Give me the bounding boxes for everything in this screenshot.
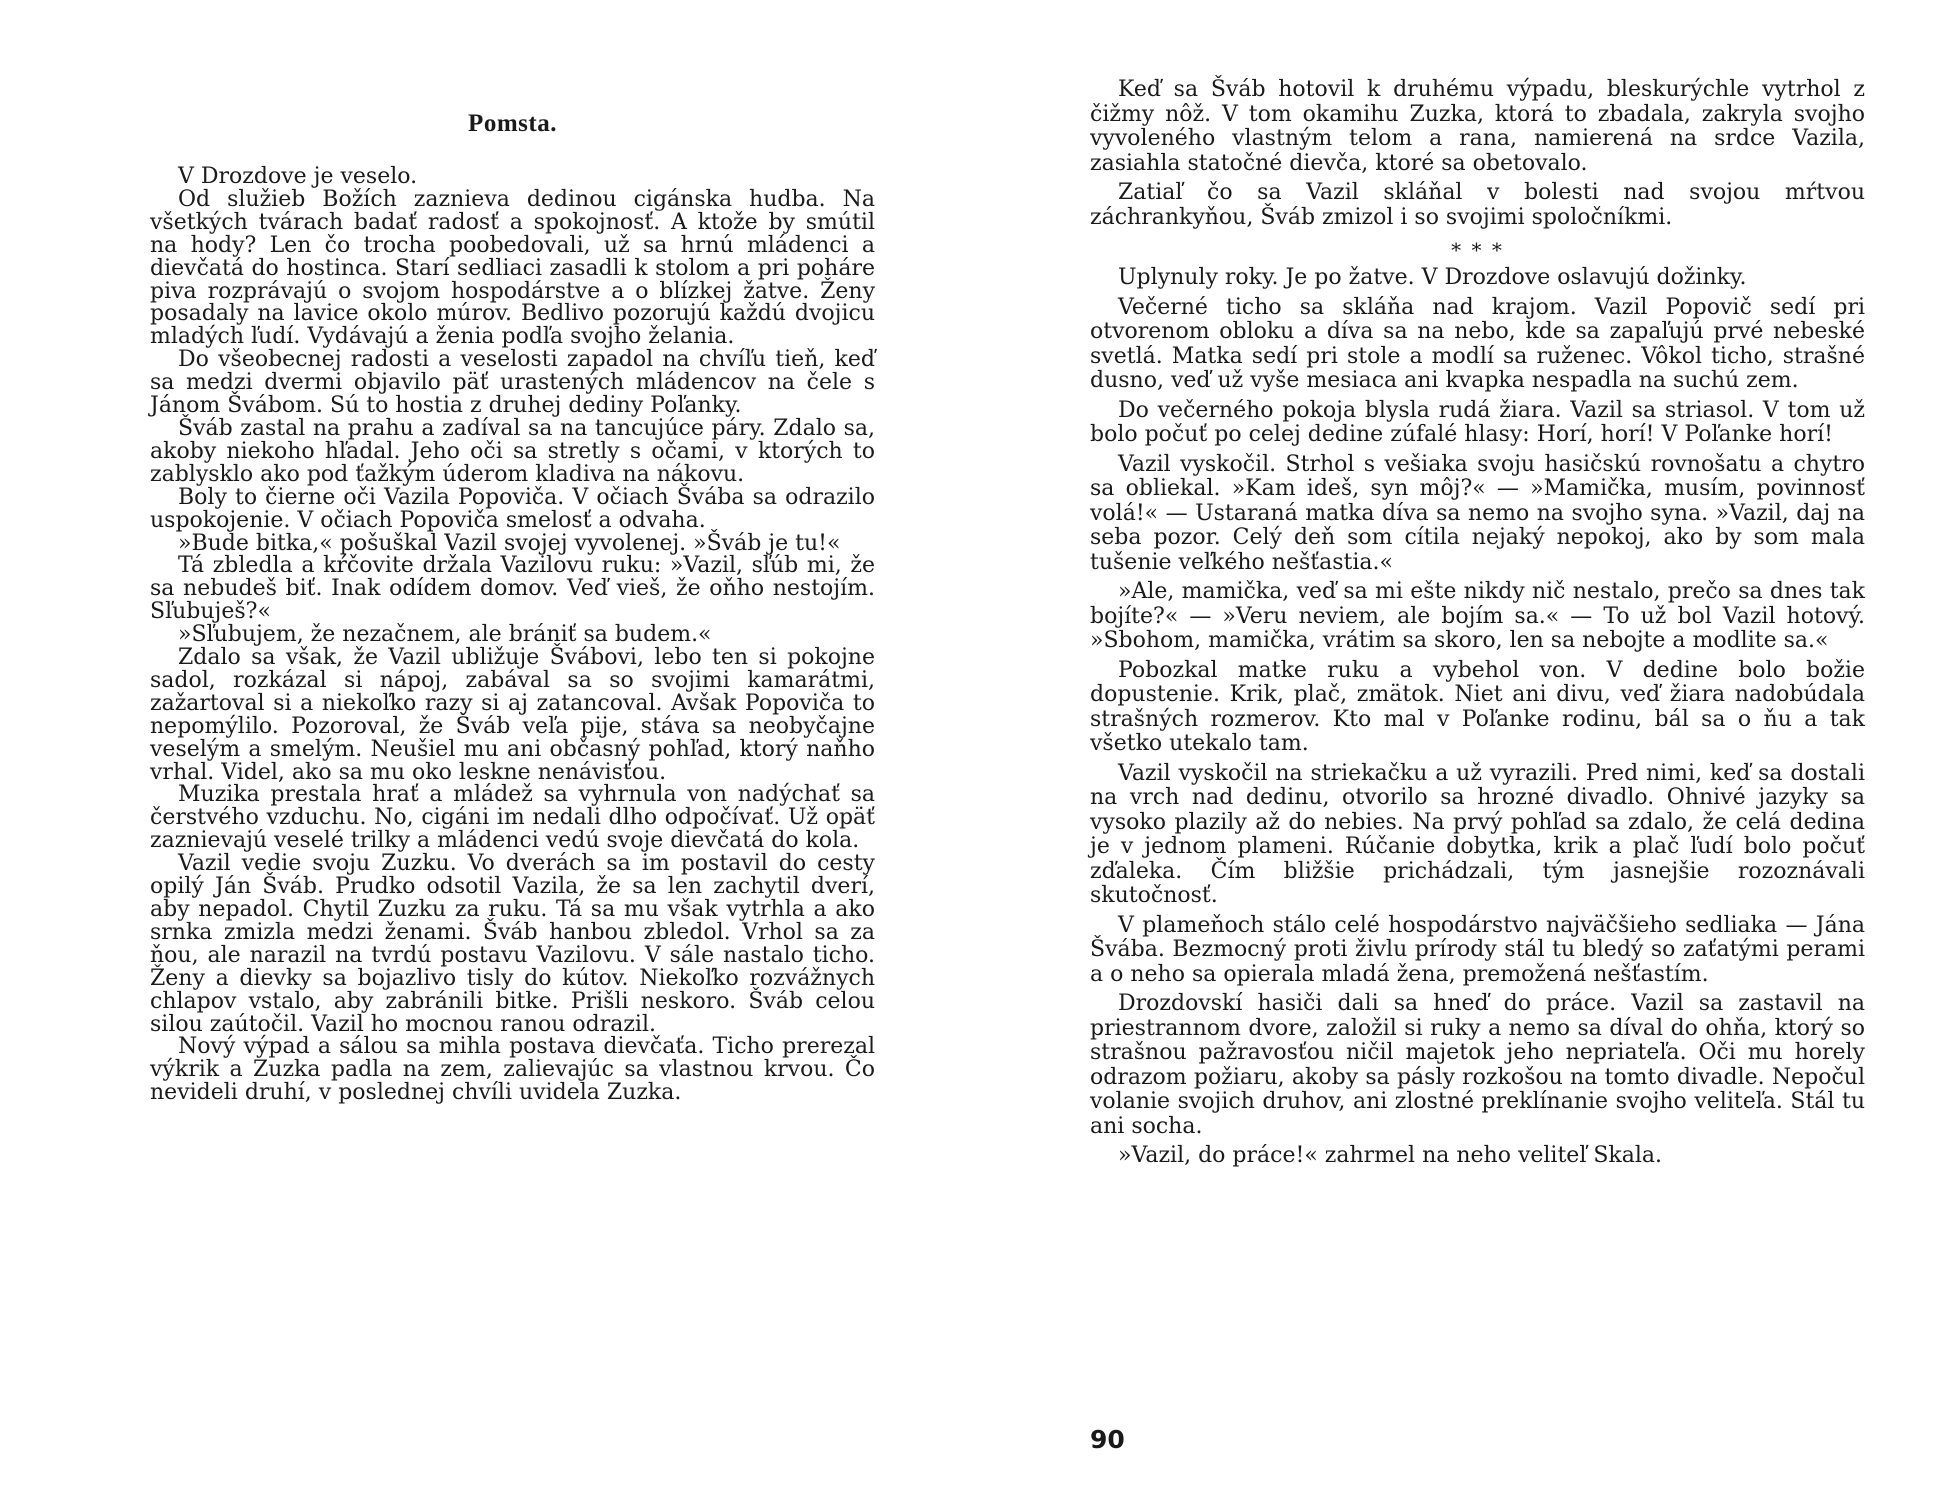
paragraph: V Drozdove je veselo.	[178, 164, 418, 189]
paragraph: Vazil vyskočil na striekačku a už vyrazili. Pred nimi, keď sa dostali na vrch nad dedinu, otvorilo sa hrozné divadlo. Ohnivé jazyky sa vysoko plazily až do nebies. Na prvý pohľad sa zdalo, že celá dedina je v jednom plameni. Rúčanie dobytka, krik a plač ľudí bolo počuť zďaleka. Čím bližšie prichádzali, tým jasnejšie rozoznávali skutočnosť.	[1090, 760, 1865, 908]
section-break: * * *	[1451, 238, 1504, 262]
paragraph: Tá zbledla a kŕčovite držala Vazilovu ruku: »Vazil, sľúb mi, že sa nebudeš biť. Inak odídem domov. Veď vieš, že oňho nestojím. Sľubuješ?«	[150, 553, 875, 625]
paragraph: Vazil vedie svoju Zuzku. Vo dverách sa im postavil do cesty opilý Ján Šváb. Prudko odsotil Vazila, že sa len zachytil dverí, aby nepadol. Chytil Zuzku za ruku. Tá sa mu však vytrhla a ako srnka zmizla medzi ženami. Šváb hanbou zbledol. Vrhol sa za ňou, ale narazil na tvrdú postavu Vazilovu. V sále nastalo ticho. Ženy a dievky sa bojazlivo tisly do kútov. Niekoľko rozvážnych chlapov vstalo, aby zabránili bitke. Prišli neskoro. Šváb celou silou zaútočil. Vazil ho mocnou ranou odrazil.	[150, 851, 875, 1037]
paragraph: »Bude bitka,« pošuškal Vazil svojej vyvolenej. »Šváb je tu!«	[178, 530, 841, 556]
paragraph: Večerné ticho sa skláňa nad krajom. Vazil Popovič sedí pri otvorenom obloku a díva sa na nebo, kde sa zapaľujú prvé nebeské svetlá. Matka sedí pri stole a modlí sa ruženec. Vôkol ticho, strašné dusno, veď už vyše mesiaca ani kvapka nespadla na suchú zem.	[1090, 294, 1865, 393]
paragraph: Zatiaľ čo sa Vazil skláňal v bolesti nad svojou mŕtvou záchrankyňou, Šváb zmizol i so svojimi spoločníkmi.	[1090, 180, 1865, 230]
paragraph: Keď sa Šváb hotovil k druhému výpadu, bleskurýchle vytrhol z čižmy nôž. V tom okamihu Zuzka, ktorá to zbadala, zakryla svojho vyvoleného vlastným telom a rana, namierená na srdce Vazila, zasiahla statočné dievča, ktoré sa obetovalo.	[1090, 77, 1865, 176]
paragraph: Boly to čierne oči Vazila Popoviča. V očiach Švába sa odrazilo uspokojenie. V očiach Popoviča smelosť a odvaha.	[150, 484, 875, 533]
paragraph: Uplynuly roky. Je po žatve. V Drozdove oslavujú dožinky.	[1118, 265, 1747, 290]
paragraph: »Sľubujem, že nezačnem, ale brániť sa budem.«	[178, 622, 712, 648]
paragraph: V plameňoch stálo celé hospodárstvo najväčšieho sedliaka — Jána Švába. Bezmocný proti živlu prírody stál tu bledý so zaťatými perami a o neho sa opierala mladá žena, premožená nešťastím.	[1090, 912, 1865, 987]
page-number: 90	[1090, 1425, 1125, 1454]
paragraph: Drozdovskí hasiči dali sa hneď do práce. Vazil sa zastavil na priestrannom dvore, založil si ruky a nemo sa díval do ohňa, ktorý so strašnou pažravosťou ničil majetok jeho nepriateľa. Oči mu horely odrazom požiaru, akoby sa pásly rozkošou na tomto divadle. Nepočul volanie svojich druhov, ani zlostné preklínanie svojho veliteľa. Stál tu ani socha.	[1090, 991, 1865, 1139]
chapter-title: Pomsta.	[468, 110, 557, 137]
paragraph: Pobozkal matke ruku a vybehol von. V dedine bolo božie dopustenie. Krik, plač, zmätok. Niet ani divu, veď žiara nadobúdala strašných rozmerov. Kto mal v Poľanke rodinu, bál sa o ňu a tak všetko utekalo tam.	[1090, 657, 1865, 756]
paragraph: »Ale, mamička, veď sa mi ešte nikdy nič nestalo, prečo sa dnes tak bojíte?« — »Veru neviem, ale bojím sa.« — To už bol Vazil hotový. »Sbohom, mamička, vrátim sa skoro, len sa nebojte a modlite sa.«	[1090, 579, 1865, 653]
paragraph: Zdalo sa však, že Vazil ubližuje Švábovi, lebo ten si pokojne sadol, rozkázal si nápoj, zabával sa so svojimi kamarátmi, zažartoval si a niekoľko razy si aj zatancoval. Avšak Popoviča to nepomýlilo. Pozoroval, že Šváb veľa pije, stáva sa neobyčajne veselým a smelým. Neušiel mu ani občasný pohľad, ktorý naňho vrhal. Videl, ako sa mu oko leskne nenávisťou.	[150, 645, 875, 785]
paragraph: Do večerného pokoja blysla rudá žiara. Vazil sa striasol. V tom už bolo počuť po celej dedine zúfalé hlasy: Horí, horí! V Poľanke horí!	[1090, 397, 1865, 447]
paragraph: Nový výpad a sálou sa mihla postava dievčaťa. Ticho prerezal výkrik a Zuzka padla na zem, zalievajúc sa vlastnou krvou. Čo nevideli druhí, v poslednej chvíli uvidela Zuzka.	[150, 1034, 875, 1106]
paragraph: Šváb zastal na prahu a zadíval sa na tancujúce páry. Zdalo sa, akoby niekoho hľadal. Jeho oči sa stretly s očami, v ktorých to zablysklo ako pod ťažkým úderom kladiva na nákovu.	[150, 415, 875, 487]
paragraph: »Vazil, do práce!« zahrmel na neho veliteľ Skala.	[1118, 1143, 1663, 1168]
paragraph: Do všeobecnej radosti a veselosti zapadol na chvíľu tieň, keď sa medzi dvermi objavilo päť urastených mládencov na čele s Jánom Švábom. Sú to hostia z druhej dediny Poľanky.	[150, 347, 875, 419]
paragraph: Vazil vyskočil. Strhol s vešiaka svoju hasičskú rovnošatu a chytro sa obliekal. »Kam ideš, syn môj?« — »Mamička, musím, povinnosť volá!« — Ustaraná matka díva sa nemo na svojho syna. »Vazil, daj na seba pozor. Celý deň som cítila nejaký nepokoj, ako by som mala tušenie veľkého nešťastia.«	[1090, 451, 1865, 575]
paragraph: Muzika prestala hrať a mládež sa vyhrnula von nadýchať sa čerstvého vzduchu. No, cigáni im nedali dlho odpočívať. Už opäť zaznievajú veselé trilky a mládenci vedú svoje dievčatá do kola.	[150, 782, 875, 854]
right-page-text	[1090, 78, 1865, 1169]
left-page-text	[150, 166, 875, 1105]
paragraph: Od služieb Božích zaznieva dedinou cigánska hudba. Na všetkých tvárach badať radosť a spokojnosť. A ktože by smútil na hody? Len čo trocha poobedovali, už sa hrnú mládenci a dievčatá do hostinca. Starí sedliaci zasadli k stolom a pri poháre piva rozprávajú o svojom hospodárstve a o blízkej žatve. Ženy posadaly na lavice okolo múrov. Bedlivo pozorujú každú dvojicu mladých ľudí. Vydávajú a ženia podľa svojho želania.	[150, 186, 875, 350]
